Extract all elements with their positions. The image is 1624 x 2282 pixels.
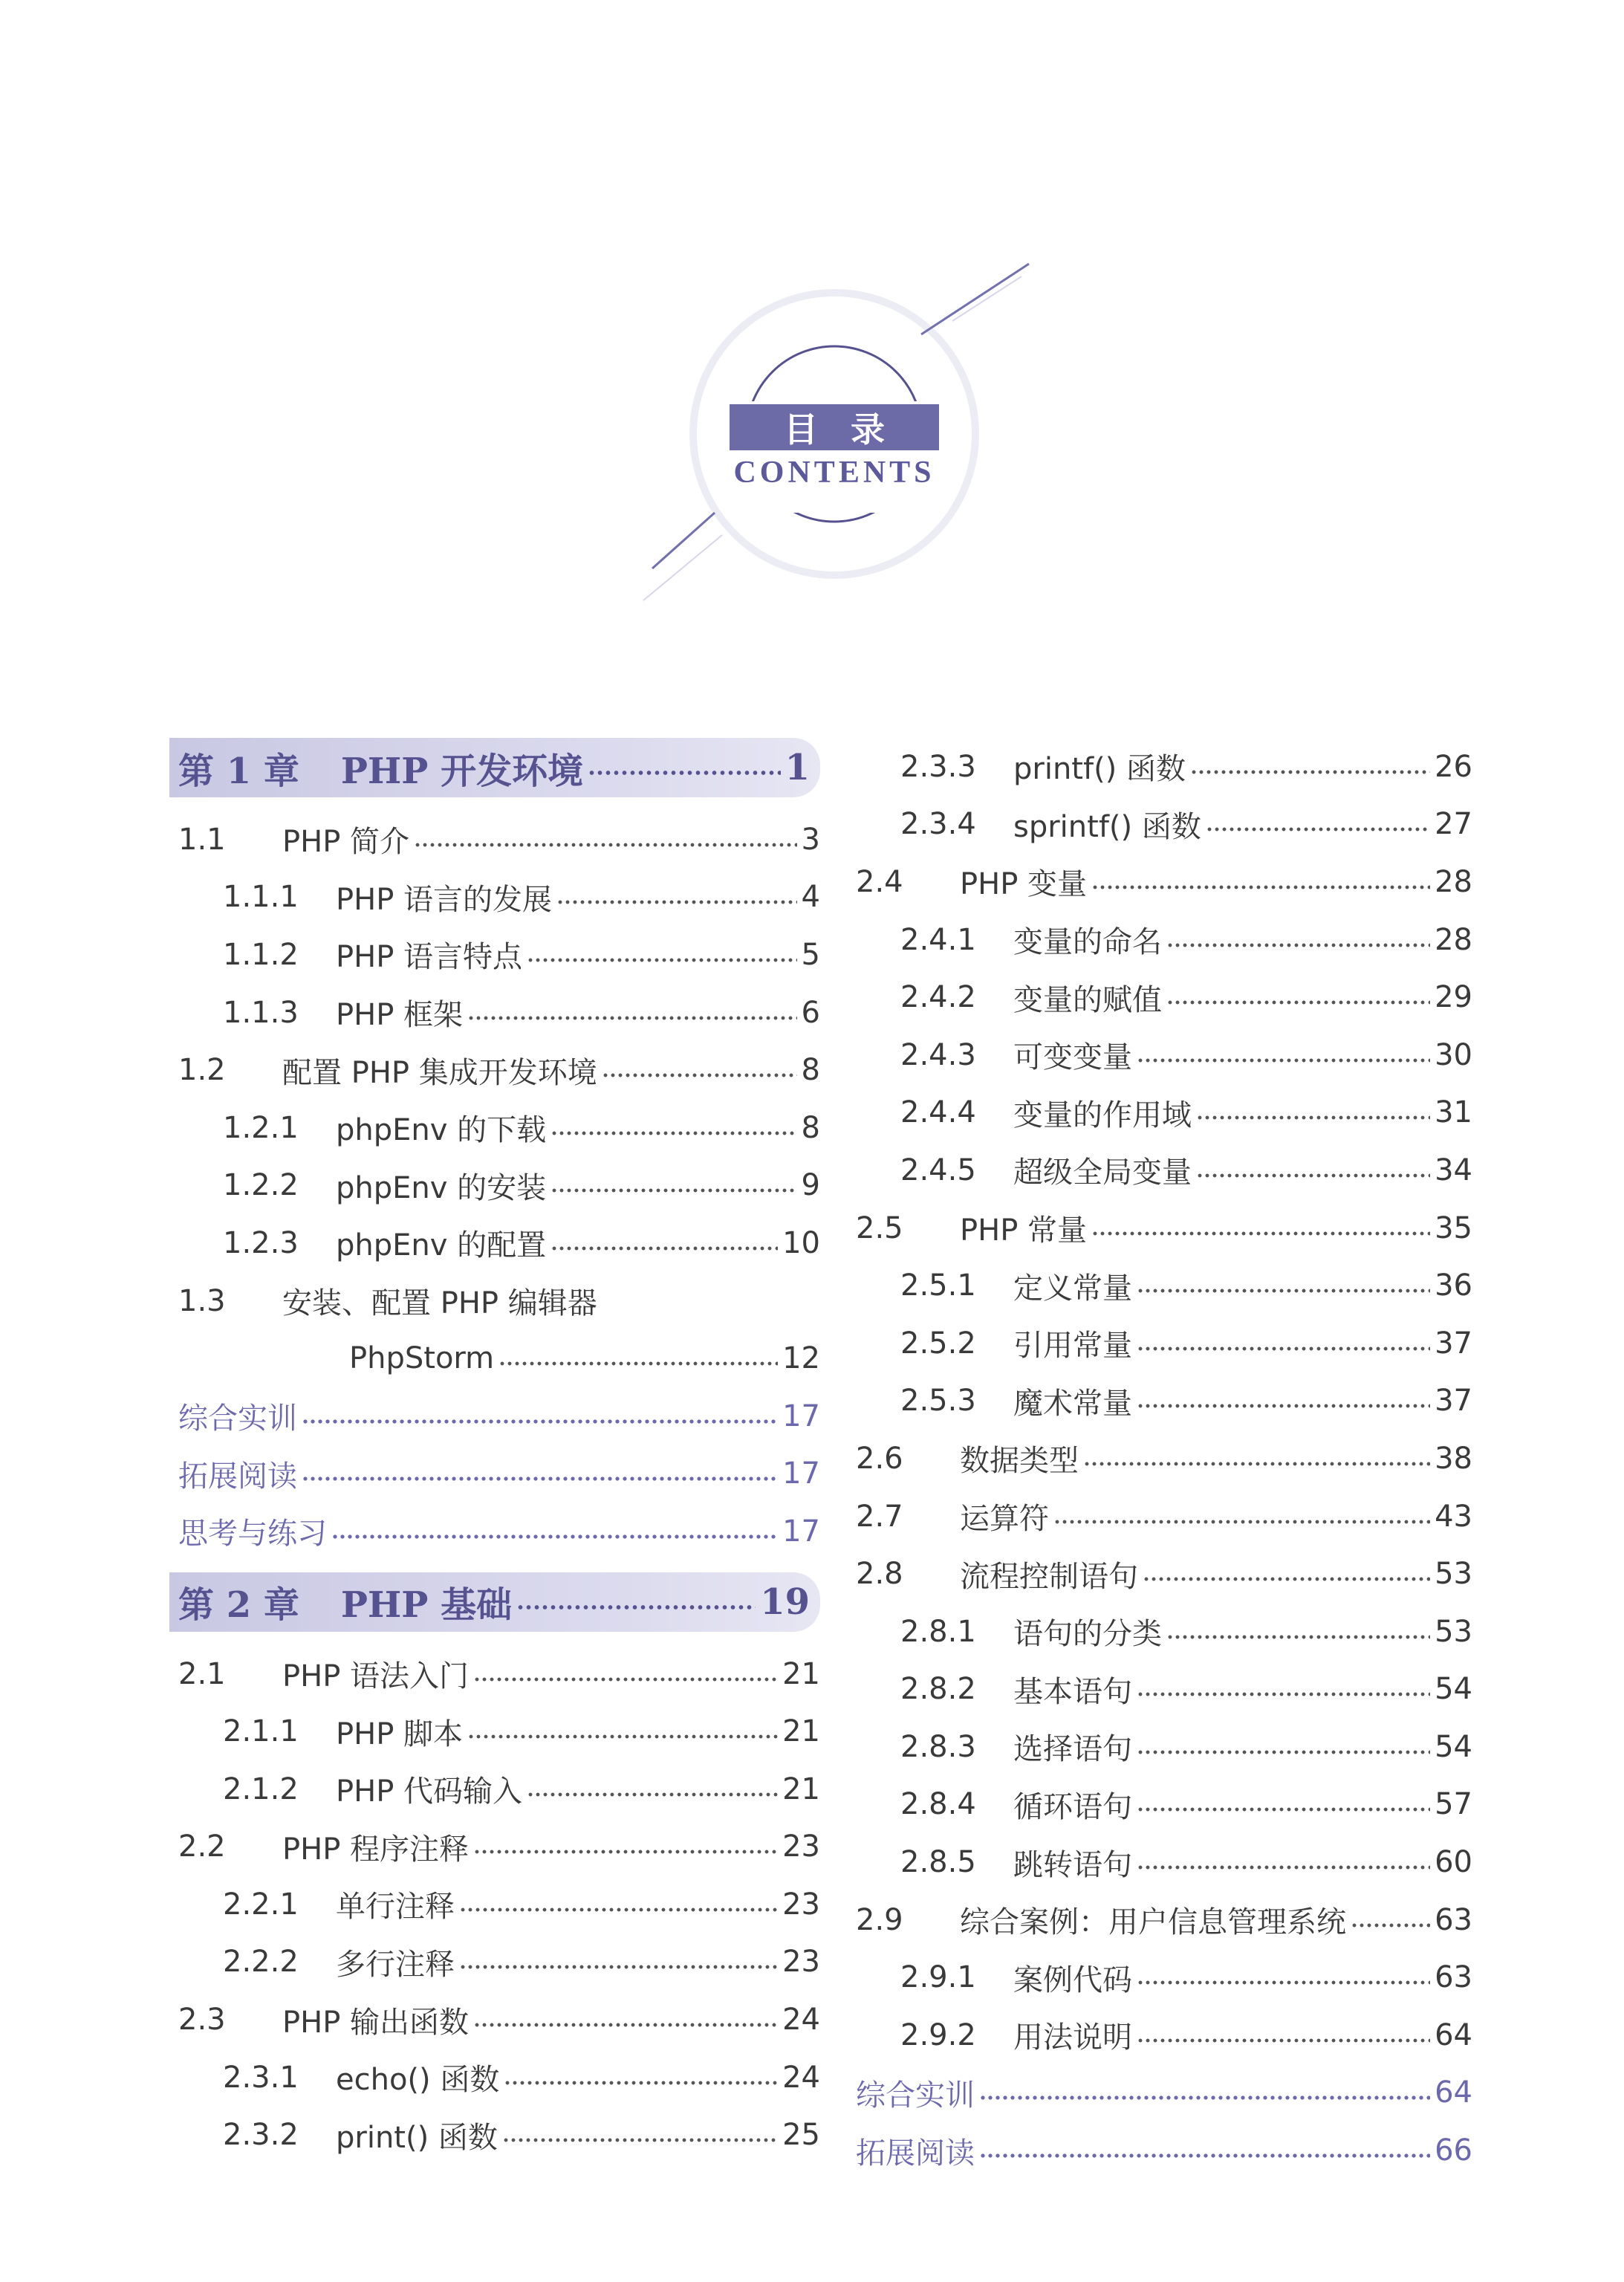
entry-title: phpEnv 的安装	[336, 1170, 547, 1205]
entry-title: PHP 语法入门	[282, 1659, 470, 1694]
toc-subsection-entry[interactable]	[169, 1214, 820, 1272]
dot-leader	[1137, 1346, 1430, 1352]
entry-title: sprintf() 函数	[1013, 809, 1201, 844]
entry-number: 2.3.4	[900, 807, 976, 842]
page-number: 63	[1435, 1902, 1472, 1937]
entry-number: 2.8.2	[900, 1672, 976, 1707]
dot-leader	[1137, 1806, 1430, 1812]
toc-subsection-entry[interactable]	[847, 796, 1472, 854]
toc-special-entry[interactable]	[847, 2064, 1472, 2122]
dot-leader	[1083, 1461, 1430, 1467]
toc-subsection-entry[interactable]	[169, 2049, 820, 2107]
entry-title: 拓展阅读	[178, 1459, 297, 1494]
dot-leader	[1206, 826, 1430, 832]
page-number: 30	[1435, 1037, 1472, 1072]
toc-subsection-entry[interactable]	[169, 2106, 820, 2164]
entry-number: 1.1.2	[223, 937, 299, 972]
entry-number: 1.2	[178, 1053, 226, 1088]
page-number: 1	[785, 747, 810, 788]
page-number: 8	[801, 1053, 820, 1088]
page-number: 24	[782, 2060, 820, 2095]
page-number: 64	[1435, 2017, 1472, 2052]
entry-title: 综合实训	[178, 1401, 297, 1436]
page-number: 57	[1435, 1787, 1472, 1822]
chapter-label: 第 1 章	[178, 750, 299, 792]
dot-leader	[1351, 1922, 1430, 1928]
entry-title: PHP 语言的发展	[336, 882, 553, 917]
dot-leader	[473, 1676, 778, 1682]
toc-subsection-entry[interactable]	[847, 1948, 1472, 2006]
dot-leader	[550, 1245, 778, 1251]
contents-emblem	[0, 0, 1624, 669]
dot-leader	[1137, 1864, 1430, 1870]
entry-number: 2.5.2	[900, 1326, 976, 1361]
dot-leader	[1196, 1173, 1430, 1179]
entry-title: PHP 常量	[960, 1213, 1088, 1248]
entry-title: PHP 代码输入	[336, 1774, 523, 1809]
dot-leader	[979, 2153, 1430, 2159]
page-number: 35	[1435, 1210, 1472, 1245]
dot-leader	[602, 1072, 797, 1078]
toc-entry-continuation[interactable]	[169, 1329, 820, 1387]
toc-section-entry[interactable]	[169, 1272, 820, 1330]
toc-subsection-entry[interactable]	[847, 968, 1472, 1026]
toc-section-entry[interactable]	[847, 1430, 1472, 1488]
page-number: 54	[1435, 1672, 1472, 1707]
toc-subsection-entry[interactable]	[847, 1661, 1472, 1719]
dot-leader	[302, 1419, 778, 1424]
entry-number: 2.2.1	[223, 1887, 299, 1922]
toc-section-entry[interactable]	[169, 1041, 820, 1099]
dot-leader	[1137, 1749, 1430, 1755]
entry-title: 变量的赋值	[1013, 982, 1162, 1017]
toc-subsection-entry[interactable]	[169, 1760, 820, 1818]
chapter-title: PHP 开发环境	[340, 750, 584, 792]
dot-leader	[1166, 1634, 1430, 1640]
page-number: 63	[1435, 1960, 1472, 1995]
dot-leader	[414, 842, 797, 848]
toc-chapter-entry[interactable]	[169, 738, 820, 797]
entry-number: 1.2.1	[223, 1110, 299, 1145]
page-number: 28	[1435, 922, 1472, 957]
entry-title: 用法说明	[1013, 2020, 1132, 2055]
entry-number: 2.8	[856, 1557, 903, 1592]
page-number: 23	[782, 1945, 820, 1980]
entry-title: 定义常量	[1013, 1271, 1132, 1306]
toc-subsection-entry[interactable]	[847, 1026, 1472, 1084]
page-number: 21	[782, 1772, 820, 1806]
entry-title: 综合实训	[856, 2078, 975, 2113]
toc-subsection-entry[interactable]	[847, 1833, 1472, 1891]
entry-number: 2.4.5	[900, 1153, 976, 1187]
entry-title: phpEnv 的下载	[336, 1113, 547, 1148]
toc-left-column	[169, 738, 820, 2164]
chapter-label: 第 2 章	[178, 1584, 299, 1627]
page-number: 29	[1435, 980, 1472, 1015]
dot-leader	[504, 2080, 778, 2086]
entry-number: 1.3	[178, 1283, 226, 1318]
entry-number: 1.1	[178, 822, 226, 857]
entry-title: PHP 程序注释	[282, 1832, 470, 1867]
entry-title: 思考与练习	[178, 1517, 327, 1552]
toc-special-entry[interactable]	[169, 1387, 820, 1445]
toc-section-entry[interactable]	[847, 1199, 1472, 1257]
page-number: 37	[1435, 1326, 1472, 1361]
dot-leader	[1137, 1057, 1430, 1063]
toc-section-entry[interactable]	[847, 853, 1472, 911]
entry-number: 2.7	[856, 1499, 903, 1534]
entry-number: 2.4.1	[900, 922, 976, 957]
entry-title: 多行注释	[336, 1947, 455, 1982]
entry-title: 案例代码	[1013, 1962, 1132, 1997]
entry-title: 变量的命名	[1013, 925, 1162, 960]
toc-subsection-entry[interactable]	[847, 1315, 1472, 1372]
dot-leader	[1137, 1980, 1430, 1986]
page-number: 17	[782, 1514, 820, 1549]
entry-title: 综合案例：用户信息管理系统	[960, 1905, 1346, 1940]
dot-leader	[459, 1964, 778, 1970]
dot-leader	[516, 1604, 756, 1610]
page-number: 23	[782, 1829, 820, 1864]
toc-subsection-entry[interactable]	[847, 1141, 1472, 1199]
toc-subsection-entry[interactable]	[847, 1084, 1472, 1142]
page-number: 66	[1435, 2133, 1472, 2168]
entry-number: 2.8.1	[900, 1614, 976, 1649]
dot-leader	[459, 1907, 778, 1913]
toc-section-entry[interactable]	[847, 1891, 1472, 1949]
page-number: 27	[1435, 807, 1472, 842]
dot-leader	[1137, 2038, 1430, 2043]
toc-subsection-entry[interactable]	[847, 738, 1472, 796]
dot-leader	[979, 2095, 1430, 2101]
page-number: 12	[782, 1341, 820, 1376]
page-number: 53	[1435, 1557, 1472, 1592]
toc-section-entry[interactable]	[169, 1645, 820, 1703]
entry-title: 基本语句	[1013, 1674, 1132, 1709]
entry-number: 2.8.3	[900, 1729, 976, 1764]
page-number: 4	[801, 880, 820, 915]
toc-subsection-entry[interactable]	[169, 984, 820, 1042]
toc-section-entry[interactable]	[169, 811, 820, 869]
toc-subsection-entry[interactable]	[169, 869, 820, 927]
entry-title: phpEnv 的配置	[336, 1228, 547, 1263]
toc-subsection-entry[interactable]	[169, 1876, 820, 1933]
page-number: 19	[760, 1581, 810, 1623]
entry-number: 2.2.2	[223, 1945, 299, 1980]
page-number: 53	[1435, 1614, 1472, 1649]
entry-number: 1.1.3	[223, 995, 299, 1030]
entry-number: 2.8.4	[900, 1787, 976, 1822]
page-number: 31	[1435, 1095, 1472, 1130]
entry-number: 2.4.3	[900, 1037, 976, 1072]
dot-leader	[1143, 1576, 1430, 1582]
contents-title-en: CONTENTS	[733, 456, 935, 490]
page-number: 6	[801, 995, 820, 1030]
entry-title: print() 函数	[336, 2120, 498, 2155]
entry-number: 2.2	[178, 1829, 226, 1864]
entry-number: 2.1.2	[223, 1772, 299, 1806]
dot-leader	[1137, 1288, 1430, 1294]
toc-subsection-entry[interactable]	[847, 1603, 1472, 1661]
entry-number: 1.1.1	[223, 880, 299, 915]
dot-leader	[331, 1534, 778, 1540]
entry-title: echo() 函数	[336, 2063, 500, 2098]
entry-title: 拓展阅读	[856, 2136, 975, 2171]
dot-leader	[1166, 942, 1430, 948]
page-number: 23	[782, 1887, 820, 1922]
dot-leader	[550, 1130, 796, 1136]
entry-number: 2.4.4	[900, 1095, 976, 1130]
entry-title: 选择语句	[1013, 1732, 1132, 1767]
page-number: 25	[782, 2118, 820, 2153]
entry-number: 2.1.1	[223, 1714, 299, 1749]
entry-number: 2.4.2	[900, 980, 976, 1015]
dot-leader	[527, 1792, 778, 1798]
page-number: 28	[1435, 864, 1472, 899]
toc-subsection-entry[interactable]	[847, 1257, 1472, 1315]
chapter-title: PHP 基础	[340, 1584, 513, 1627]
dot-leader	[1137, 1691, 1430, 1697]
toc-special-entry[interactable]	[169, 1503, 820, 1560]
entry-title: 可变变量	[1013, 1040, 1132, 1075]
entry-title: 引用常量	[1013, 1329, 1132, 1364]
page-number: 54	[1435, 1729, 1472, 1764]
entry-title: 循环语句	[1013, 1789, 1132, 1824]
entry-title: 魔术常量	[1013, 1386, 1132, 1421]
entry-title: printf() 函数	[1013, 752, 1186, 787]
toc-subsection-entry[interactable]	[169, 926, 820, 984]
dot-leader	[502, 2137, 778, 2143]
entry-title: 配置 PHP 集成开发环境	[282, 1055, 597, 1090]
dot-leader	[1166, 999, 1430, 1005]
page-number: 17	[782, 1456, 820, 1491]
entry-title: PHP 框架	[336, 998, 464, 1033]
entry-number: 2.6	[856, 1441, 903, 1476]
toc-chapter-entry[interactable]	[169, 1572, 820, 1632]
dot-leader	[302, 1476, 778, 1482]
page-number: 24	[782, 2003, 820, 2038]
entry-title: PHP 语言特点	[336, 940, 523, 975]
page-number: 37	[1435, 1384, 1472, 1419]
entry-title: 数据类型	[960, 1444, 1079, 1479]
entry-number: 2.5.1	[900, 1268, 976, 1303]
dot-leader	[467, 1734, 778, 1740]
entry-number: 2.3.2	[223, 2118, 299, 2153]
entry-number: 2.3.3	[900, 749, 976, 784]
entry-number: 2.9.2	[900, 2017, 976, 2052]
entry-number: 2.5	[856, 1210, 903, 1245]
toc-section-entry[interactable]	[847, 1488, 1472, 1546]
entry-number: 2.5.3	[900, 1384, 976, 1419]
entry-number: 2.3.1	[223, 2060, 299, 2095]
toc-subsection-entry[interactable]	[847, 1718, 1472, 1776]
dot-leader	[473, 2022, 778, 2028]
page-number: 26	[1435, 749, 1472, 784]
dot-leader	[1196, 1115, 1430, 1121]
page-number: 9	[801, 1168, 820, 1203]
entry-title: PHP 输出函数	[282, 2005, 470, 2040]
page-number: 64	[1435, 2075, 1472, 2110]
dot-leader	[1190, 769, 1430, 775]
page-number: 3	[801, 822, 820, 857]
entry-number: 2.3	[178, 2003, 226, 2038]
page-number: 36	[1435, 1268, 1472, 1303]
dot-leader	[556, 899, 797, 905]
page-number: 34	[1435, 1153, 1472, 1187]
entry-title: 超级全局变量	[1013, 1155, 1192, 1190]
page-number: 8	[801, 1110, 820, 1145]
dot-leader	[473, 1849, 778, 1855]
dot-leader	[467, 1015, 797, 1021]
page-number: 60	[1435, 1845, 1472, 1880]
entry-title: 运算符	[960, 1502, 1049, 1537]
entry-title: PHP 脚本	[336, 1717, 464, 1751]
page-number: 38	[1435, 1441, 1472, 1476]
page-number: 10	[782, 1225, 820, 1260]
dot-leader	[1091, 884, 1430, 890]
entry-title: PHP 简介	[282, 825, 410, 860]
page-number: 21	[782, 1714, 820, 1749]
entry-number: 2.4	[856, 864, 903, 899]
page-number: 43	[1435, 1499, 1472, 1534]
toc-section-entry[interactable]	[169, 1991, 820, 2049]
entry-number: 1.2.3	[223, 1225, 299, 1260]
page-number: 5	[801, 937, 820, 972]
dot-leader	[1137, 1403, 1430, 1409]
dot-leader	[527, 957, 797, 963]
dot-leader	[498, 1361, 778, 1367]
toc-subsection-entry[interactable]	[847, 2006, 1472, 2064]
entry-title: 流程控制语句	[960, 1559, 1138, 1594]
contents-title-cn: 目录	[730, 404, 939, 450]
entry-title: 变量的作用域	[1013, 1098, 1192, 1132]
toc-section-entry[interactable]	[169, 1818, 820, 1876]
dot-leader	[1053, 1519, 1430, 1525]
dot-leader	[588, 770, 781, 776]
entry-title: 安装、配置 PHP 编辑器	[282, 1286, 597, 1321]
entry-number: 2.1	[178, 1656, 226, 1691]
dot-leader	[550, 1187, 796, 1193]
toc-subsection-entry[interactable]	[169, 1157, 820, 1215]
toc-subsection-entry[interactable]	[169, 1702, 820, 1760]
entry-number: 2.9	[856, 1902, 903, 1937]
toc-special-entry[interactable]	[169, 1445, 820, 1503]
toc-subsection-entry[interactable]	[847, 1776, 1472, 1834]
toc-subsection-entry[interactable]	[169, 1099, 820, 1157]
page-number: 21	[782, 1656, 820, 1691]
toc-special-entry[interactable]	[847, 2121, 1472, 2179]
toc-section-entry[interactable]	[847, 1545, 1472, 1603]
entry-title: 跳转语句	[1013, 1847, 1132, 1882]
entry-number: 1.2.2	[223, 1168, 299, 1203]
entry-title: PHP 变量	[960, 867, 1088, 902]
entry-number: 2.8.5	[900, 1845, 976, 1880]
dot-leader	[1091, 1231, 1430, 1236]
entry-title: 语句的分类	[1013, 1617, 1162, 1652]
toc-subsection-entry[interactable]	[847, 1372, 1472, 1430]
page-number: 17	[782, 1398, 820, 1433]
toc-subsection-entry[interactable]	[169, 1933, 820, 1991]
toc-subsection-entry[interactable]	[847, 911, 1472, 969]
entry-number: 2.9.1	[900, 1960, 976, 1995]
entry-title: PhpStorm	[349, 1341, 495, 1376]
entry-title: 单行注释	[336, 1890, 455, 1925]
toc-right-column	[847, 738, 1472, 2179]
